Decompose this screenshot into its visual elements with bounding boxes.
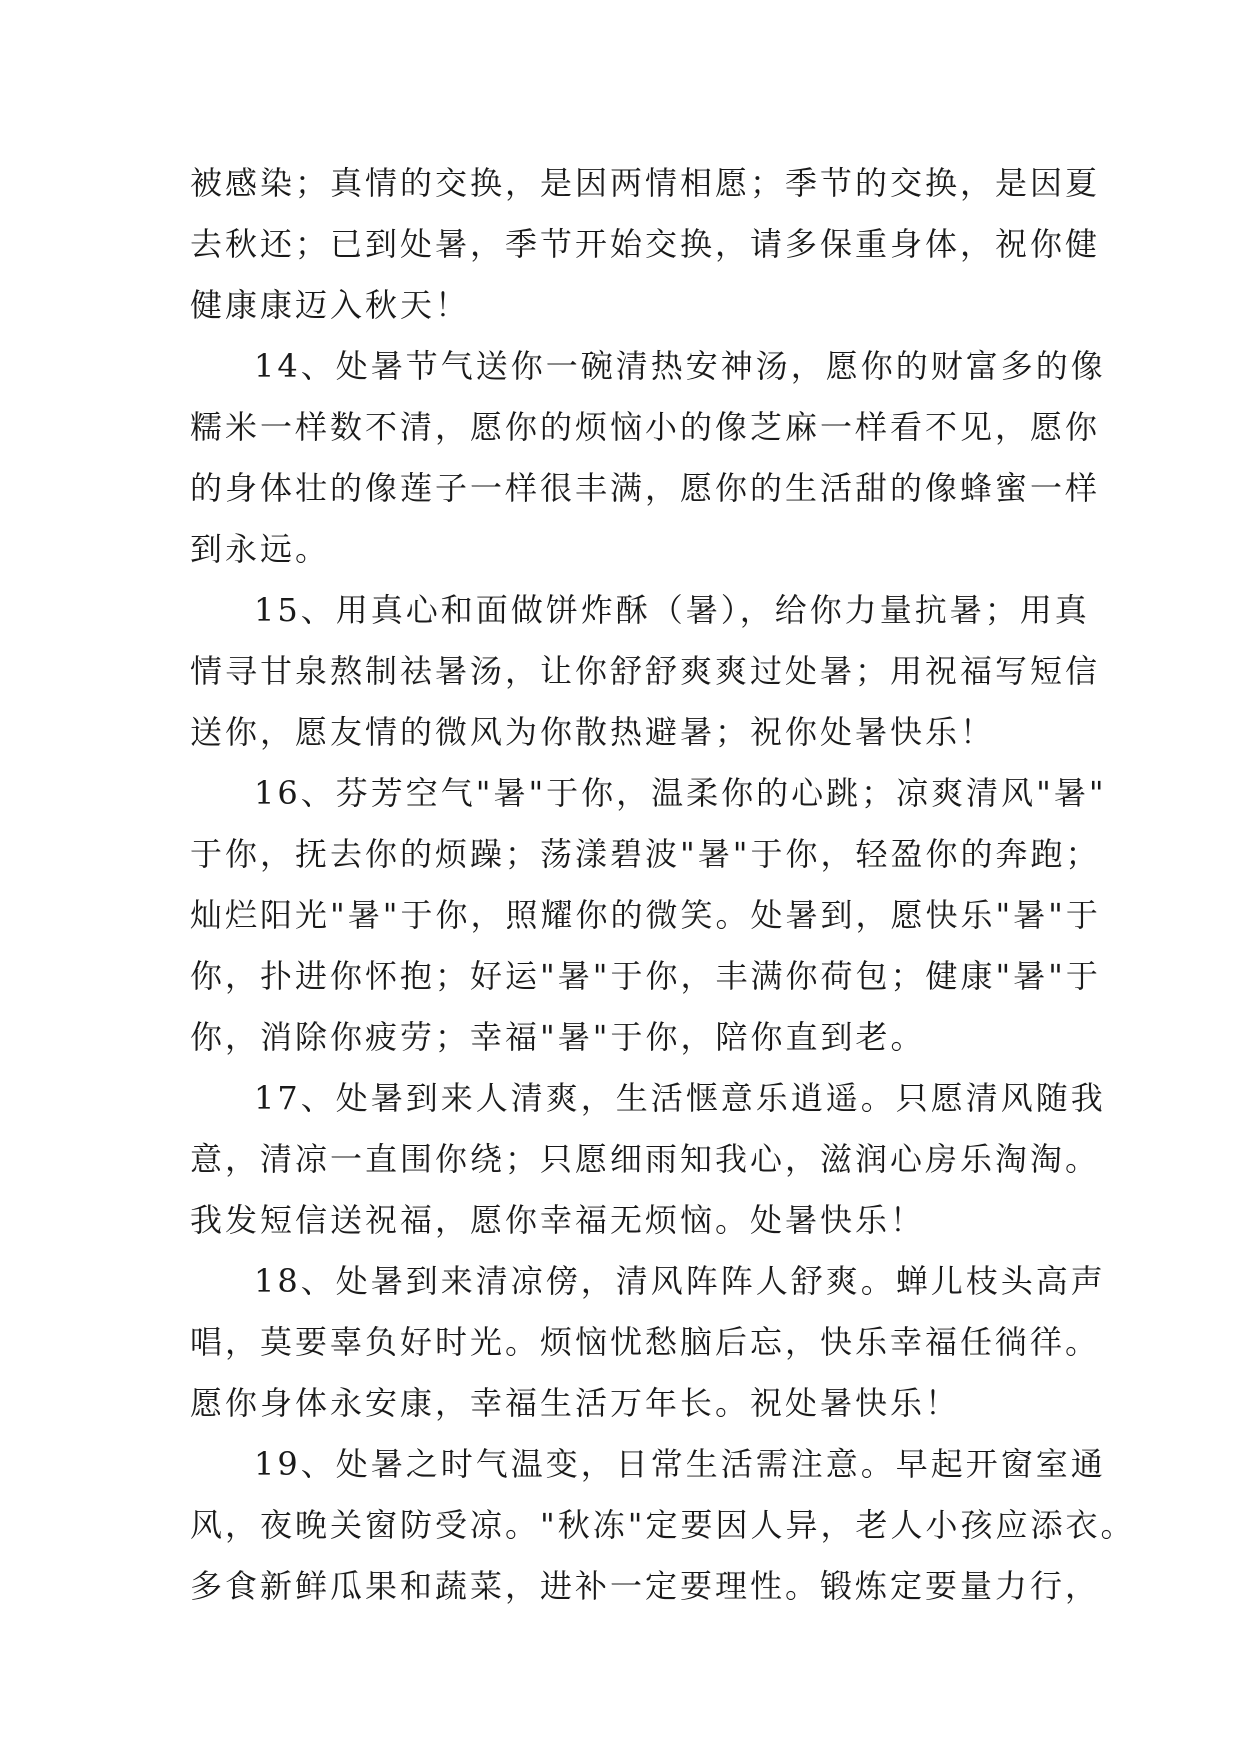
text-line: 你，消除你疲劳；幸福"暑"于你，陪你直到老。 <box>190 1018 926 1056</box>
paragraph-16 <box>190 763 1107 1068</box>
paragraph-19 <box>190 1434 1136 1617</box>
text-line: 到永远。 <box>190 530 331 568</box>
text-line: 你，扑进你怀抱；好运"暑"于你，丰满你荷包；健康"暑"于 <box>190 957 1101 995</box>
text-line: 18、处暑到来清凉傍，清风阵阵人舒爽。蝉儿枝头高声 <box>254 1262 1106 1300</box>
paragraph-15 <box>190 580 1101 763</box>
text-line: 15、用真心和面做饼炸酥（暑），给你力量抗暑；用真 <box>254 591 1090 629</box>
text-line: 多食新鲜瓜果和蔬菜，进补一定要理性。锻炼定要量力行， <box>190 1567 1101 1605</box>
text-line: 的身体壮的像莲子一样很丰满，愿你的生活甜的像蜂蜜一样 <box>190 469 1101 507</box>
text-line: 糯米一样数不清，愿你的烦恼小的像芝麻一样看不见，愿你 <box>190 408 1101 446</box>
text-line: 意，清凉一直围你绕；只愿细雨知我心，滋润心房乐淘淘。 <box>190 1140 1101 1178</box>
paragraph-14 <box>190 336 1106 580</box>
paragraph-17 <box>190 1068 1106 1251</box>
text-line: 送你，愿友情的微风为你散热避暑；祝你处暑快乐！ <box>190 713 996 751</box>
text-line: 19、处暑之时气温变，日常生活需注意。早起开窗室通 <box>254 1445 1106 1483</box>
text-line: 17、处暑到来人清爽，生活惬意乐逍遥。只愿清风随我 <box>254 1079 1106 1117</box>
paragraph-18 <box>190 1251 1106 1434</box>
text-line: 去秋还；已到处暑，季节开始交换，请多保重身体，祝你健 <box>190 225 1101 263</box>
text-line: 唱，莫要辜负好时光。烦恼忧愁脑后忘，快乐幸福任徜徉。 <box>190 1323 1101 1361</box>
text-line: 14、处暑节气送你一碗清热安神汤，愿你的财富多的像 <box>254 347 1106 385</box>
text-line: 风，夜晚关窗防受凉。"秋冻"定要因人异，老人小孩应添衣。 <box>190 1506 1136 1544</box>
text-line: 愿你身体永安康，幸福生活万年长。祝处暑快乐！ <box>190 1384 961 1422</box>
text-line: 健康康迈入秋天！ <box>190 286 471 324</box>
document-body <box>190 153 1136 1617</box>
text-line: 被感染；真情的交换，是因两情相愿；季节的交换，是因夏 <box>190 164 1101 202</box>
text-line: 16、芬芳空气"暑"于你，温柔你的心跳；凉爽清风"暑" <box>254 774 1107 812</box>
paragraph-13-continuation <box>190 153 1101 336</box>
text-line: 情寻甘泉熬制祛暑汤，让你舒舒爽爽过处暑；用祝福写短信 <box>190 652 1101 690</box>
text-line: 我发短信送祝福，愿你幸福无烦恼。处暑快乐！ <box>190 1201 926 1239</box>
text-line: 于你，抚去你的烦躁；荡漾碧波"暑"于你，轻盈你的奔跑； <box>190 835 1101 873</box>
text-line: 灿烂阳光"暑"于你，照耀你的微笑。处暑到，愿快乐"暑"于 <box>190 896 1101 934</box>
